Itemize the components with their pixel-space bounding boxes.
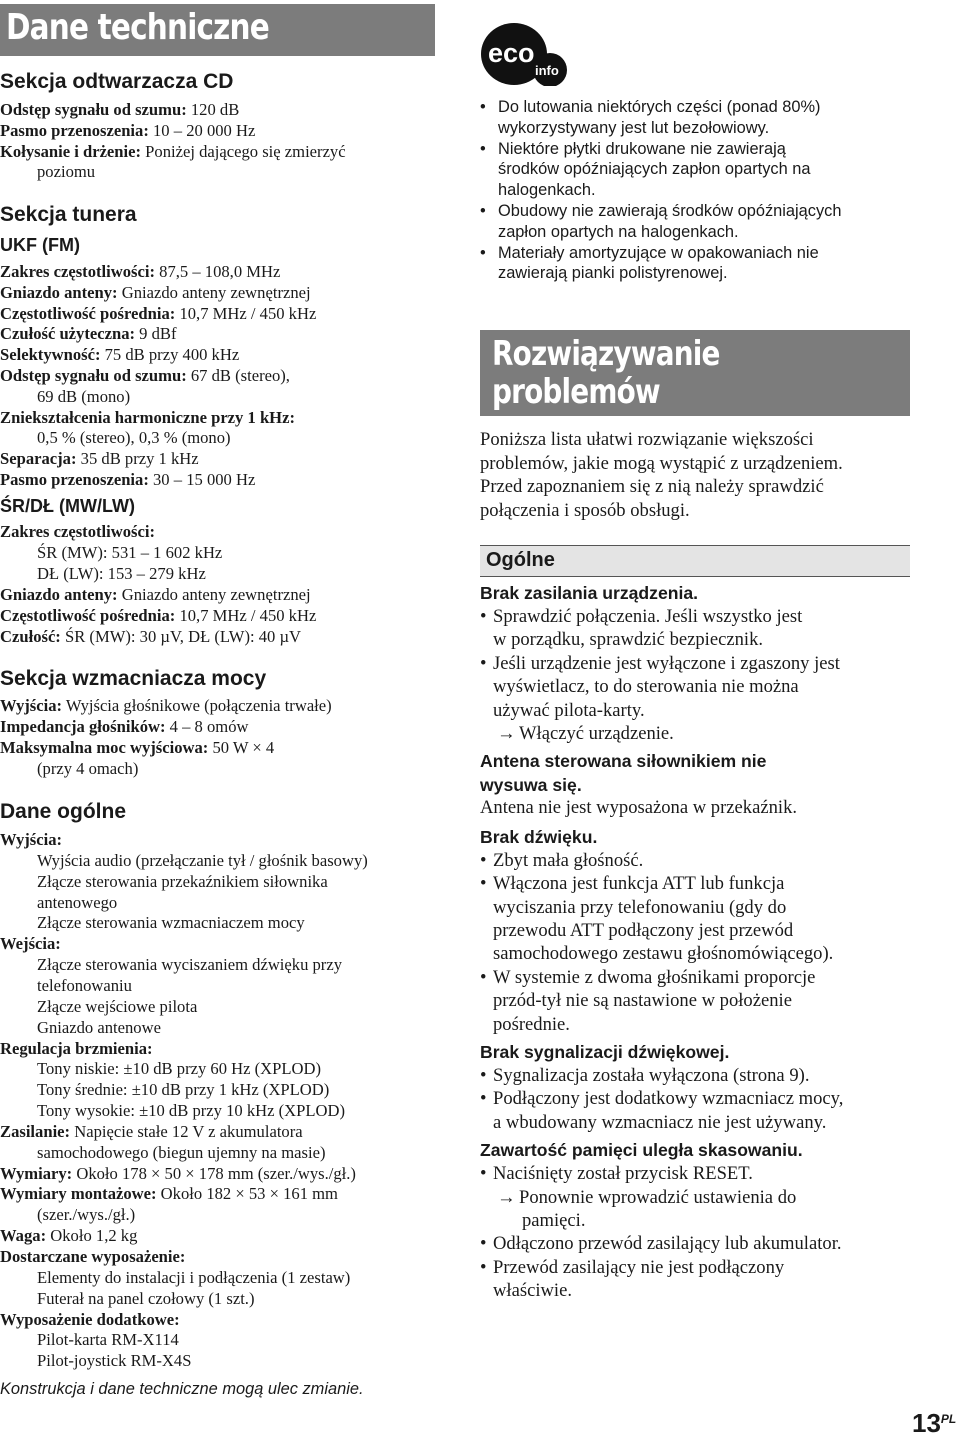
spec-line <box>0 1184 338 1204</box>
page-number-value: 13 <box>912 1408 941 1438</box>
bullet-icon: • <box>480 1233 487 1255</box>
info-logo-text: info <box>535 63 559 78</box>
spec-line <box>37 428 231 448</box>
spec-label: Separacja: <box>0 449 77 469</box>
spec-value: Tony średnie: ±10 dB przy 1 kHz (XPLOD) <box>37 1080 330 1100</box>
spec-line <box>0 627 301 647</box>
spec-line <box>0 738 274 758</box>
solution-continuation: samochodowego zestawu głośnomówiącego). <box>493 943 834 965</box>
spec-line <box>0 283 311 303</box>
bullet-icon: • <box>480 98 486 116</box>
spec-value: 120 dB <box>186 100 240 119</box>
spec-line <box>37 387 130 407</box>
solution-bullet <box>480 652 840 675</box>
spec-line <box>0 1310 180 1330</box>
problem-heading: Brak dźwięku. <box>480 826 598 847</box>
solution-continuation: przód-tył nie są nastawione w położenie <box>493 990 792 1012</box>
eco-bullet-line <box>498 180 596 201</box>
eco-bullet-line <box>480 201 841 222</box>
spec-value: 35 dB przy 1 kHz <box>76 449 199 469</box>
spec-line <box>37 893 117 913</box>
action-text: Ponownie wprowadzić ustawienia do <box>519 1186 797 1208</box>
spec-value: Złącze sterowania przekaźnikiem siłownika <box>37 871 328 891</box>
spec-value: samochodowego (biegun ujemny na masie) <box>37 1142 326 1162</box>
spec-value: Pilot-joystick RM-X4S <box>37 1351 192 1371</box>
eco-bullet-text: Obudowy nie zawierają środków opóźniających <box>498 202 842 220</box>
eco-bullet-line <box>480 139 786 160</box>
eco-bullet-text: zapłon opartych na halogenkach. <box>498 222 739 241</box>
solution-text: Naciśnięty został przycisk RESET. <box>493 1163 753 1185</box>
spec-label: Wymiary: <box>0 1163 73 1183</box>
spec-label: Pasmo przenoszenia: <box>0 470 149 489</box>
spec-value: Wyjścia audio (przełączanie tył / głośnik basowy) <box>37 850 368 870</box>
spec-line <box>0 366 290 386</box>
solution-continuation: pośrednie. <box>493 1013 570 1035</box>
spec-value: 4 – 8 omów <box>165 717 249 736</box>
spec-line <box>37 1143 325 1163</box>
spec-label: Gniazdo anteny: <box>0 282 118 302</box>
eco-bullet-line <box>480 243 819 264</box>
page-title: Dane techniczne <box>6 7 269 48</box>
spec-line <box>37 872 328 892</box>
spec-value: ŚR (MW): 531 – 1 602 kHz <box>37 543 223 562</box>
spec-line <box>0 1039 153 1059</box>
eco-bullet-text: Do lutowania niektórych części (ponad 80%) <box>498 98 821 116</box>
solution-text: Włączona jest funkcja ATT lub funkcja <box>493 873 785 895</box>
solution-bullet <box>480 1162 753 1185</box>
bullet-icon: • <box>480 139 486 158</box>
tuner-section-heading: Sekcja tunera <box>0 203 137 226</box>
spec-value: Złącze sterowania wyciszaniem dźwięku przy <box>37 955 342 975</box>
spec-value: Gniazdo antenowe <box>37 1017 161 1037</box>
spec-label: Impedancja głośników: <box>0 717 166 736</box>
spec-line <box>37 759 138 779</box>
bullet-icon: • <box>480 652 487 674</box>
general-section-heading: Dane ogólne <box>0 800 127 823</box>
spec-value: Wyjścia głośnikowe (połączenia trwałe) <box>62 696 332 715</box>
solution-bullet <box>480 1232 842 1255</box>
spec-line <box>0 1247 185 1267</box>
amplifier-section-heading: Sekcja wzmacniacza mocy <box>0 667 267 690</box>
solution-continuation: używać pilota-karty. <box>493 699 645 721</box>
fm-subheading: UKF (FM) <box>0 235 80 255</box>
bullet-icon: • <box>480 1163 487 1185</box>
problem-heading: wysuwa się. <box>480 775 582 796</box>
spec-label: Maksymalna moc wyjściowa: <box>0 738 209 757</box>
eco-bullet-line <box>498 159 811 180</box>
problem-note: Antena nie jest wyposażona w przekaźnik. <box>480 797 798 819</box>
spec-label: Wymiary montażowe: <box>0 1184 157 1204</box>
spec-line <box>0 522 155 542</box>
spec-label: Częstotliwość pośrednia: <box>0 303 176 323</box>
intro-line: problemów, jakie mogą wystąpić z urządzeniem. <box>480 452 843 474</box>
spec-value: 50 W × 4 <box>208 738 275 757</box>
spec-value: Elementy do instalacji i podłączenia (1 zestaw) <box>37 1267 351 1287</box>
spec-value: 0,5 % (stereo), 0,3 % (mono) <box>37 428 231 448</box>
problem-heading: Antena sterowana siłownikiem nie <box>480 751 767 772</box>
section-title-bar <box>0 4 435 56</box>
spec-label: Odstęp sygnału od szumu: <box>0 100 187 119</box>
spec-line <box>0 345 239 365</box>
cd-section-heading: Sekcja odtwarzacza CD <box>0 70 234 93</box>
spec-label: Czułość użyteczna: <box>0 324 136 344</box>
spec-line <box>37 1351 191 1371</box>
solution-continuation: właściwie. <box>493 1280 572 1302</box>
spec-value: 75 dB przy 400 kHz <box>100 345 240 365</box>
bullet-icon: • <box>480 202 486 220</box>
spec-line <box>37 1080 329 1100</box>
spec-value: Tony wysokie: ±10 dB przy 10 kHz (XPLOD) <box>37 1101 345 1121</box>
eco-logo-text: eco <box>488 38 535 68</box>
eco-bullet-line <box>498 263 728 284</box>
intro-line: Poniższa lista ułatwi rozwiązanie większości <box>480 429 814 450</box>
spec-value: telefonowaniu <box>37 975 132 995</box>
footer-note: Konstrukcja i dane techniczne mogą ulec zmianie. <box>0 1380 364 1398</box>
eco-bullet-text: halogenkach. <box>498 181 596 200</box>
spec-label: Gniazdo anteny: <box>0 585 118 604</box>
spec-value: Gniazdo anteny zewnętrznej <box>117 282 311 302</box>
bullet-icon: • <box>480 1065 487 1086</box>
problem-heading: Zawartość pamięci uległa skasowaniu. <box>480 1140 803 1161</box>
solution-bullet <box>480 1064 809 1087</box>
spec-label: Regulacja brzmienia: <box>0 1038 153 1058</box>
bullet-icon: • <box>480 1256 487 1278</box>
spec-line <box>0 1164 356 1184</box>
spec-value: Złącze wejściowe pilota <box>37 996 198 1016</box>
spec-line <box>37 1330 179 1350</box>
solution-text: Przewód zasilający nie jest podłączony <box>493 1256 785 1278</box>
spec-label: Wejścia: <box>0 934 61 954</box>
action-text: Włączyć urządzenie. <box>519 723 674 744</box>
troubleshooting-title-line1: Rozwiązywanie <box>492 334 720 374</box>
spec-line <box>0 830 62 850</box>
bullet-icon: • <box>480 849 487 871</box>
general-heading: Ogólne <box>486 549 555 571</box>
solution-continuation: wyciszania przy telefonowaniu (gdy do <box>493 896 787 918</box>
spec-line <box>0 449 199 469</box>
spec-line <box>37 997 197 1017</box>
spec-line <box>0 324 177 344</box>
eco-info-logo <box>480 14 570 86</box>
spec-value: Około 182 × 53 × 161 mm <box>156 1184 338 1204</box>
spec-line <box>37 1101 345 1121</box>
spec-line <box>0 606 316 626</box>
spec-line <box>37 1059 321 1079</box>
solution-text: W systemie z dwoma głośnikami proporcje <box>493 966 816 988</box>
solution-text: Zbyt mała głośność. <box>493 849 644 871</box>
solution-continuation: wyświetlacz, to do sterowania nie można <box>493 676 799 698</box>
spec-line <box>37 162 95 182</box>
solution-bullet <box>480 1256 784 1279</box>
spec-line <box>37 913 305 933</box>
solution-continuation: a wbudowany wzmacniacz nie jest używany. <box>493 1111 827 1133</box>
troubleshooting-title-box <box>480 330 910 416</box>
solution-continuation: pamięci. <box>522 1210 586 1231</box>
solution-bullet <box>480 966 815 989</box>
spec-label: Czułość: <box>0 627 61 646</box>
spec-value: (szer./wys./gł.) <box>37 1205 136 1225</box>
spec-label: Odstęp sygnału od szumu: <box>0 366 187 385</box>
solution-continuation: w porządku, sprawdzić bezpiecznik. <box>493 629 764 651</box>
spec-value: (przy 4 omach) <box>37 759 139 778</box>
spec-value: Poniżej dającego się zmierzyć <box>141 141 346 161</box>
action-line <box>493 722 674 745</box>
eco-bullet-line <box>498 118 769 139</box>
spec-line <box>37 1205 135 1225</box>
spec-line <box>0 100 239 120</box>
spec-label: Zakres częstotliwości: <box>0 262 155 281</box>
solution-text: Sygnalizacja została wyłączona (strona 9). <box>493 1065 810 1086</box>
spec-value: 87,5 – 108,0 MHz <box>155 262 281 281</box>
spec-value: 30 – 15 000 Hz <box>148 470 256 489</box>
spec-label: Wyjścia: <box>0 830 63 849</box>
spec-label: Zasilanie: <box>0 1121 71 1141</box>
spec-line <box>0 585 311 605</box>
bullet-icon: • <box>480 243 486 262</box>
spec-line <box>0 304 316 324</box>
page-language-code: PL <box>940 1412 957 1426</box>
spec-value: 10 – 20 000 Hz <box>148 120 256 140</box>
troubleshooting-title-line2: problemów <box>492 372 660 412</box>
solution-bullet <box>480 849 643 872</box>
eco-bullet-line <box>480 97 821 118</box>
spec-line <box>0 121 255 141</box>
spec-line <box>0 717 248 737</box>
spec-value: 67 dB (stereo), <box>186 366 290 385</box>
general-heading-bar <box>480 545 910 577</box>
arrow-right-icon: → <box>497 1186 516 1208</box>
spec-value: 10,7 MHz / 450 kHz <box>175 606 317 625</box>
spec-value: Tony niskie: ±10 dB przy 60 Hz (XPLOD) <box>37 1059 322 1079</box>
spec-value: Futerał na panel czołowy (1 szt.) <box>37 1288 255 1308</box>
spec-value: DŁ (LW): 153 – 279 kHz <box>37 564 206 583</box>
spec-line <box>37 955 342 975</box>
spec-line <box>0 1226 137 1246</box>
solution-continuation: przewodu ATT podłączony jest przewód <box>493 920 794 941</box>
spec-line <box>37 564 206 584</box>
solution-text: Sprawdzić połączenia. Jeśli wszystko jest <box>493 606 803 627</box>
spec-value: Napięcie stałe 12 V z akumulatora <box>70 1121 303 1141</box>
bullet-icon: • <box>480 606 487 627</box>
spec-line <box>0 408 295 428</box>
eco-bullet-text: wykorzystywany jest lut bezołowiowy. <box>498 118 770 137</box>
spec-value: Około 1,2 kg <box>46 1226 138 1246</box>
spec-value: 69 dB (mono) <box>37 386 131 406</box>
bullet-icon: • <box>480 1088 487 1110</box>
spec-label: Częstotliwość pośrednia: <box>0 606 176 625</box>
solution-text: Jeśli urządzenie jest wyłączone i zgaszony jest <box>493 652 840 674</box>
intro-line: Przed zapoznaniem się z nią należy sprawdzić <box>480 476 824 497</box>
eco-bullet-line <box>498 222 739 243</box>
spec-line <box>37 851 368 871</box>
spec-line <box>37 976 132 996</box>
solution-bullet <box>480 605 802 628</box>
spec-line <box>0 262 280 282</box>
eco-bullet-text: Niektóre płytki drukowane nie zawierają <box>498 139 786 158</box>
spec-line <box>37 1268 350 1288</box>
spec-label: Zakres częstotliwości: <box>0 522 155 541</box>
spec-line <box>37 543 222 563</box>
spec-value: antenowego <box>37 892 118 912</box>
solution-bullet <box>480 872 784 895</box>
spec-line <box>37 1289 255 1309</box>
eco-bullet-text: Materiały amortyzujące w opakowaniach nie <box>498 243 819 262</box>
solution-text: Odłączono przewód zasilający lub akumulator. <box>493 1233 842 1255</box>
spec-value: Gniazdo anteny zewnętrznej <box>117 585 311 604</box>
spec-value: 10,7 MHz / 450 kHz <box>175 303 317 323</box>
spec-line <box>37 1018 161 1038</box>
spec-value: ŚR (MW): 30 µV, DŁ (LW): 40 µV <box>60 627 302 646</box>
eco-bullet-text: zawierają pianki polistyrenowej. <box>498 264 728 283</box>
spec-label: Selektywność: <box>0 345 101 365</box>
spec-line <box>0 934 61 954</box>
solution-bullet <box>480 1087 843 1110</box>
spec-line <box>0 1122 303 1142</box>
spec-value: Złącze sterowania wzmacniaczem mocy <box>37 913 305 933</box>
spec-value: Około 178 × 50 × 178 mm (szer./wys./gł.) <box>72 1163 356 1183</box>
spec-label: Wyposażenie dodatkowe: <box>0 1309 180 1329</box>
spec-label: Kołysanie i drżenie: <box>0 141 142 161</box>
spec-label: Wyjścia: <box>0 696 63 715</box>
spec-line <box>0 470 255 490</box>
spec-value: Pilot-karta RM-X114 <box>37 1330 179 1350</box>
amlw-subheading: ŚR/DŁ (MW/LW) <box>0 496 135 516</box>
spec-line <box>0 696 332 716</box>
problem-heading: Brak zasilania urządzenia. <box>480 583 699 603</box>
spec-line <box>0 142 346 162</box>
solution-text: Podłączony jest dodatkowy wzmacniacz mocy, <box>493 1088 844 1110</box>
bullet-icon: • <box>480 873 487 895</box>
problem-heading: Brak sygnalizacji dźwiękowej. <box>480 1042 730 1062</box>
spec-value: 9 dBf <box>135 324 177 344</box>
eco-bullet-text: środków opóźniających zapłon opartych na <box>498 160 811 179</box>
arrow-right-icon: → <box>497 723 516 744</box>
spec-value: poziomu <box>37 162 96 182</box>
spec-label: Dostarczane wyposażenie: <box>0 1247 186 1266</box>
spec-label: Zniekształcenia harmoniczne przy 1 kHz: <box>0 407 295 427</box>
intro-line: połączenia i sposób obsługi. <box>480 499 690 521</box>
page-number <box>912 1408 956 1439</box>
bullet-icon: • <box>480 966 487 988</box>
action-line <box>493 1186 796 1209</box>
spec-label: Pasmo przenoszenia: <box>0 120 149 140</box>
spec-label: Waga: <box>0 1226 47 1246</box>
